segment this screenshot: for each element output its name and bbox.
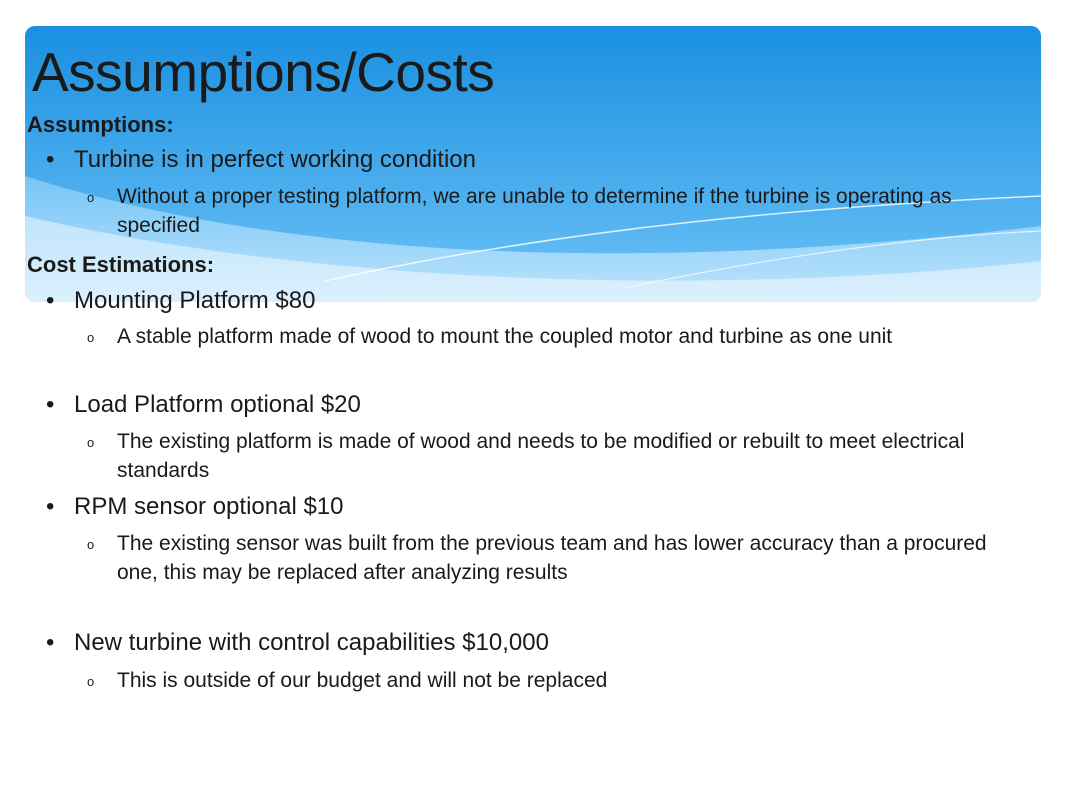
sub-bullet-text: A stable platform made of wood to mount the coupled motor and turbine as one unit: [117, 325, 893, 348]
assumptions-heading: Assumptions:: [27, 112, 174, 137]
bullet-marker: •: [46, 629, 55, 656]
sub-bullet-text: This is outside of our budget and will not be replaced: [117, 669, 608, 692]
bullet-marker: •: [46, 391, 55, 418]
bullet-marker: •: [46, 493, 55, 520]
bullet-text: Turbine is in perfect working condition: [74, 146, 476, 173]
bullet-text: RPM sensor optional $10: [74, 493, 344, 520]
cost-estimations-heading: Cost Estimations:: [27, 252, 215, 277]
sub-bullet-marker: o: [87, 330, 95, 345]
page-title: Assumptions/Costs: [32, 41, 495, 103]
sub-bullet-marker: o: [87, 537, 95, 552]
sub-bullet-marker: o: [87, 674, 95, 689]
bullet-text: Load Platform optional $20: [74, 391, 361, 418]
sub-bullet-text: The existing sensor was built from the previous team and has lower accuracy than a procured one, this may be replaced after analyzing results: [117, 532, 987, 584]
bullet-marker: •: [46, 287, 55, 314]
bullet-marker: •: [46, 146, 55, 173]
sub-bullet-marker: o: [87, 435, 95, 450]
bullet-text: Mounting Platform $80: [74, 287, 316, 314]
sub-bullet-marker: o: [87, 190, 95, 205]
bullet-text: New turbine with control capabilities $10,000: [74, 629, 549, 656]
sub-bullet-text: The existing platform is made of wood and needs to be modified or rebuilt to meet electrical standards: [117, 430, 965, 482]
sub-bullet-text: Without a proper testing platform, we are unable to determine if the turbine is operating as specified: [117, 185, 952, 237]
